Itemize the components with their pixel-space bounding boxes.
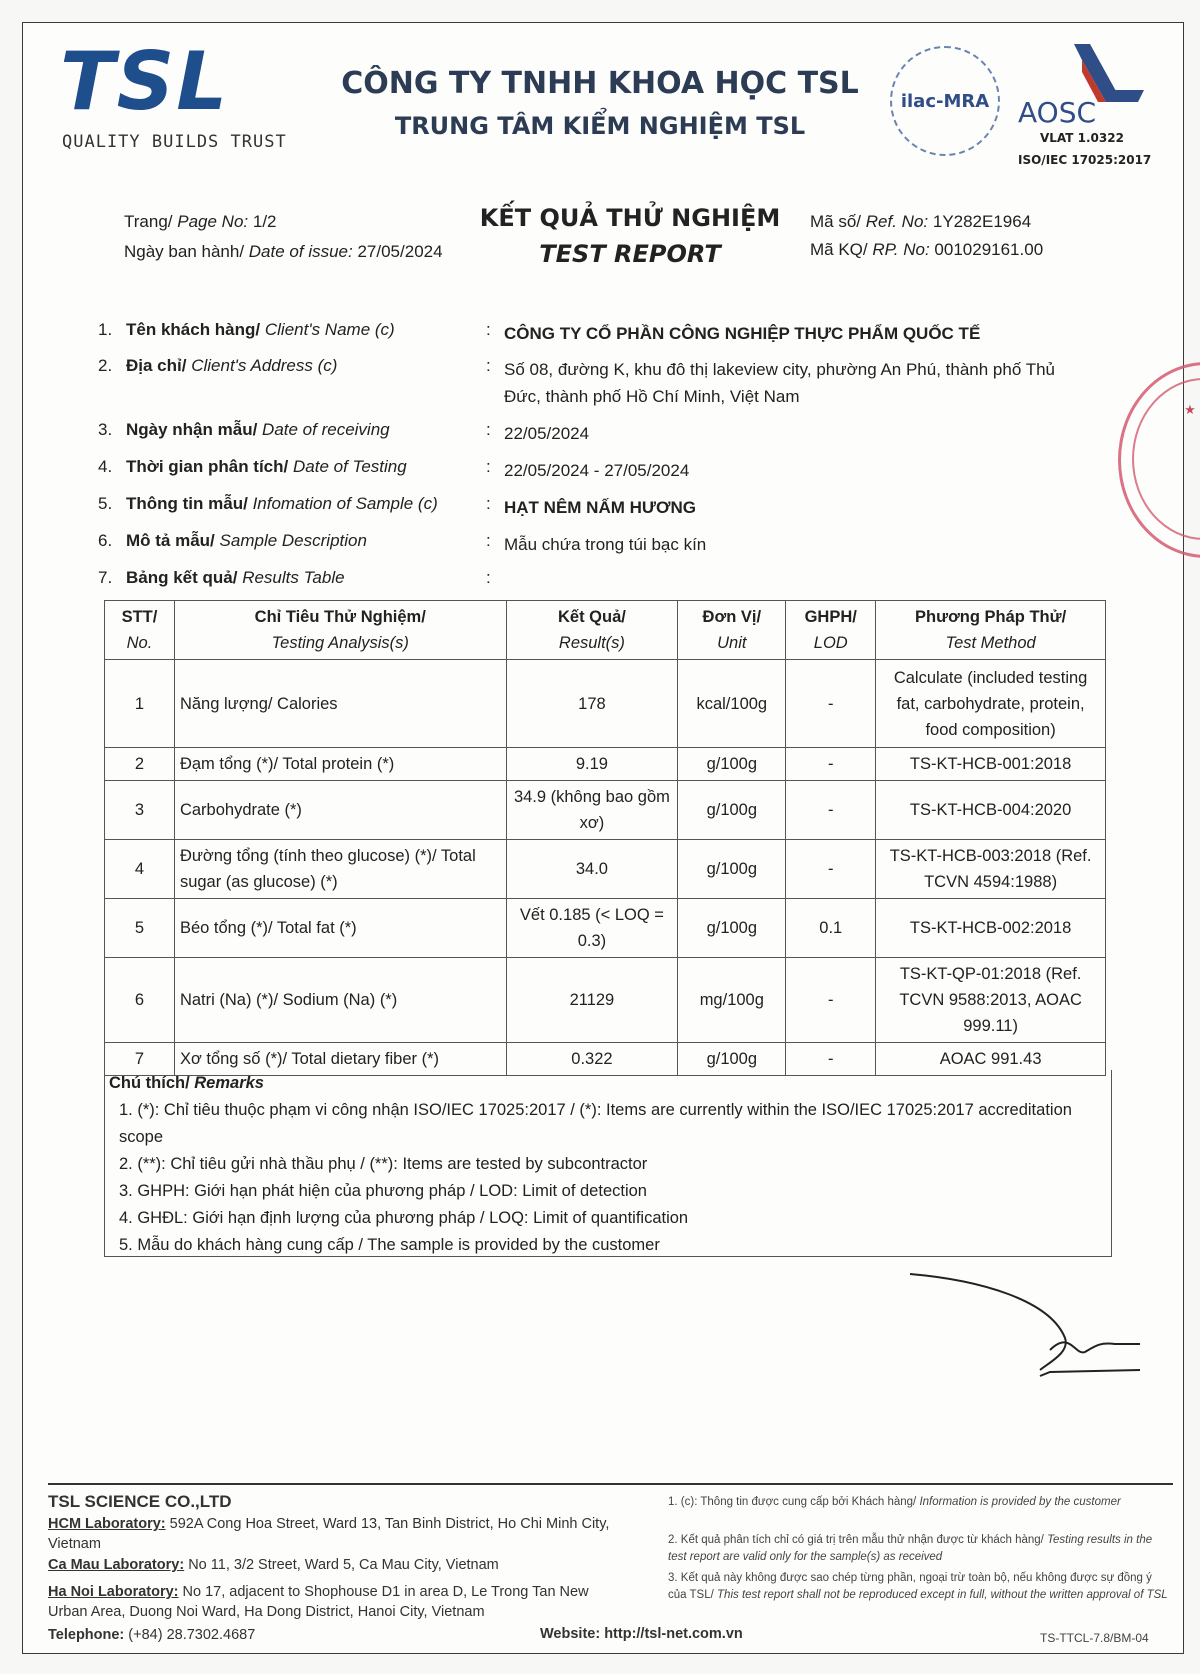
header-lod: GHPH/ LOD (786, 601, 876, 660)
cell-no: 6 (105, 958, 175, 1043)
footer-telephone: Telephone: (+84) 28.7302.4687 (48, 1627, 256, 1643)
footer-note-2: 2. Kết quả phân tích chỉ có giá trị trên mẫu thử nhận được từ khách hàng/ Testing results in the test report are valid only for the sample(s) as received (668, 1534, 1153, 1563)
ref-number (810, 212, 1031, 232)
issue-label-en: Date of issue: (248, 242, 353, 261)
footer-website: Website: http://tsl-net.com.vn (540, 1626, 743, 1642)
cell-result: 178 (506, 660, 678, 748)
cell-analysis: Carbohydrate (*) (174, 781, 506, 840)
rp-value: 001029161.00 (934, 240, 1044, 259)
info-value: 22/05/2024 - 27/05/2024 (504, 461, 690, 480)
remarks-title: Chú thích/ Remarks (109, 1074, 264, 1092)
report-title-vn: KẾT QUẢ THỬ NGHIỆM (479, 204, 781, 232)
cell-lod: - (786, 748, 876, 781)
cell-result: Vết 0.185 (< LOQ = 0.3) (506, 899, 678, 958)
rp-number (810, 240, 1043, 260)
cell-lod: - (786, 958, 876, 1043)
issue-value: 27/05/2024 (357, 242, 443, 261)
remark-item: 3. GHPH: Giới hạn phát hiện của phương pháp / LOD: Limit of detection (119, 1182, 647, 1200)
cell-no: 7 (105, 1043, 175, 1076)
cell-method: TS-KT-QP-01:2018 (Ref. TCVN 9588:2013, AOAC 999.11) (876, 958, 1106, 1043)
cell-result: 34.0 (506, 840, 678, 899)
ilac-logo-text: ilac-MRA (900, 90, 990, 112)
cell-analysis: Năng lượng/ Calories (174, 660, 506, 748)
company-name: CÔNG TY TNHH KHOA HỌC TSL (341, 66, 859, 101)
logo-tagline: QUALITY BUILDS TRUST (62, 132, 287, 152)
table-row (105, 840, 1106, 899)
cell-result: 34.9 (không bao gồm xơ) (506, 781, 678, 840)
cell-method: Calculate (included testing fat, carbohydrate, protein, food composition) (876, 660, 1106, 748)
cell-lod: - (786, 660, 876, 748)
signature (900, 1260, 1160, 1390)
page-label-en: Page No: (177, 212, 249, 231)
header-result: Kết Quả/ Result(s) (506, 601, 678, 660)
page-value: 1/2 (252, 212, 277, 231)
cell-method: TS-KT-HCB-002:2018 (876, 899, 1106, 958)
header-method: Phương Pháp Thử/ Test Method (876, 601, 1106, 660)
info-label: Địa chỉ/ Client's Address (c) (126, 356, 338, 375)
remarks-box (104, 1070, 1112, 1257)
header-no: STT/ No. (105, 601, 175, 660)
cell-analysis: Xơ tổng số (*)/ Total dietary fiber (*) (174, 1043, 506, 1076)
table-row (105, 660, 1106, 748)
tsl-logo: TSL (60, 35, 230, 128)
remark-item: 5. Mẫu do khách hàng cung cấp / The sample is provided by the customer (119, 1236, 660, 1254)
info-num: 3. (98, 420, 113, 439)
ref-label-en: Ref. No: (865, 212, 929, 231)
cell-analysis: Natri (Na) (*)/ Sodium (Na) (*) (174, 958, 506, 1043)
info-value: 22/05/2024 (504, 424, 590, 443)
center-name: TRUNG TÂM KIỂM NGHIỆM TSL (394, 112, 806, 140)
table-row (105, 958, 1106, 1043)
rp-label: Mã KQ/ (810, 240, 868, 259)
results-table (104, 600, 1106, 1076)
info-label: Ngày nhận mẫu/ Date of receiving (126, 420, 390, 439)
cell-no: 1 (105, 660, 175, 748)
ilac-mra-logo (890, 46, 1000, 156)
cell-result: 9.19 (506, 748, 678, 781)
table-header-row (105, 601, 1106, 660)
info-label: Bảng kết quả/ Results Table (126, 568, 345, 587)
cell-unit: g/100g (678, 781, 786, 840)
cell-lod: - (786, 781, 876, 840)
stamp-star-icon: ★ (1184, 403, 1196, 418)
cell-method: TS-KT-HCB-003:2018 (Ref. TCVN 4594:1988) (876, 840, 1106, 899)
footer-hanoi: Ha Noi Laboratory: No 17, adjacent to Shophouse D1 in area D, Le Trong Tan New Urban Area, Duong Noi Ward, Ha Dong District, Hanoi City, Vietnam (48, 1584, 589, 1620)
table-row (105, 748, 1106, 781)
footer-note-3: 3. Kết quả này không được sao chép từng phần, ngoại trừ toàn bộ, nếu không được sự đồng ý của TSL/ This test report shall not be reproduced except in full, without the written approval of TSL (668, 1572, 1168, 1601)
rp-label-en: RP. No: (872, 240, 930, 259)
info-num: 7. (98, 568, 113, 587)
page-label: Trang/ (124, 212, 173, 231)
cell-no: 5 (105, 899, 175, 958)
remark-item: 1. (*): Chỉ tiêu thuộc phạm vi công nhận ISO/IEC 17025:2017 / (*): Items are currently within the ISO/IEC 17025:2017 accreditation scope (119, 1101, 1072, 1146)
info-value: HẠT NÊM NẤM HƯƠNG (504, 498, 696, 517)
footer-divider (48, 1483, 1173, 1485)
cell-unit: g/100g (678, 840, 786, 899)
remark-item: 4. GHĐL: Giới hạn định lượng của phương pháp / LOQ: Limit of quantification (119, 1209, 689, 1227)
cell-unit: g/100g (678, 1043, 786, 1076)
table-row (105, 899, 1106, 958)
cell-analysis: Đạm tổng (*)/ Total protein (*) (174, 748, 506, 781)
aosc-vlat: VLAT 1.0322 (1040, 131, 1124, 145)
remark-item: 2. (**): Chỉ tiêu gửi nhà thầu phụ / (**): Items are tested by subcontractor (119, 1155, 648, 1173)
info-label: Thời gian phân tích/ Date of Testing (126, 457, 407, 476)
info-label: Mô tả mẫu/ Sample Description (126, 531, 367, 550)
info-value: Mẫu chứa trong túi bạc kín (504, 535, 707, 554)
cell-unit: mg/100g (678, 958, 786, 1043)
info-label: Thông tin mẫu/ Infomation of Sample (c) (126, 494, 438, 513)
info-num: 2. (98, 356, 113, 375)
footer-hcm: HCM Laboratory: 592A Cong Hoa Street, Ward 13, Tan Binh District, Ho Chi Minh City, Vietnam (48, 1516, 610, 1552)
ref-label: Mã số/ (810, 212, 862, 231)
footer-note-1: 1. (c): Thông tin được cung cấp bởi Khách hàng/ Information is provided by the customer (668, 1496, 1121, 1508)
footer-company: TSL SCIENCE CO.,LTD (48, 1492, 232, 1511)
issue-date (124, 242, 443, 262)
ref-value: 1Y282E1964 (932, 212, 1032, 231)
info-num: 5. (98, 494, 113, 513)
table-row (105, 781, 1106, 840)
cell-unit: g/100g (678, 899, 786, 958)
cell-result: 21129 (506, 958, 678, 1043)
cell-method: TS-KT-HCB-001:2018 (876, 748, 1106, 781)
aosc-logo-text: AOSC (1018, 96, 1097, 129)
info-value: CÔNG TY CỔ PHẦN CÔNG NGHIỆP THỰC PHẨM QUỐC TẾ (504, 324, 981, 343)
report-title-en: TEST REPORT (539, 240, 721, 268)
cell-no: 2 (105, 748, 175, 781)
cell-analysis: Đường tổng (tính theo glucose) (*)/ Total sugar (as glucose) (*) (174, 840, 506, 899)
footer-form-code: TS-TTCL-7.8/BM-04 (1040, 1631, 1149, 1645)
cell-result: 0.322 (506, 1043, 678, 1076)
cell-unit: g/100g (678, 748, 786, 781)
cell-lod: 0.1 (786, 899, 876, 958)
info-label: Tên khách hàng/ Client's Name (c) (126, 320, 395, 339)
info-num: 6. (98, 531, 113, 550)
footer-camau: Ca Mau Laboratory: No 11, 3/2 Street, Ward 5, Ca Mau City, Vietnam (48, 1557, 499, 1573)
header-analysis: Chỉ Tiêu Thử Nghiệm/ Testing Analysis(s) (174, 601, 506, 660)
info-num: 1. (98, 320, 113, 339)
header-unit: Đơn Vị/ Unit (678, 601, 786, 660)
info-num: 4. (98, 457, 113, 476)
page-number (124, 212, 277, 232)
cell-method: TS-KT-HCB-004:2020 (876, 781, 1106, 840)
cell-lod: - (786, 840, 876, 899)
cell-analysis: Béo tổng (*)/ Total fat (*) (174, 899, 506, 958)
cell-unit: kcal/100g (678, 660, 786, 748)
cell-lod: - (786, 1043, 876, 1076)
issue-label: Ngày ban hành/ (124, 242, 245, 261)
aosc-iso: ISO/IEC 17025:2017 (1018, 153, 1152, 167)
info-value: Số 08, đường K, khu đô thị lakeview city, phường An Phú, thành phố Thủ Đức, thành phố Hồ Chí Minh, Việt Nam (504, 360, 1055, 406)
cell-no: 3 (105, 781, 175, 840)
cell-method: AOAC 991.43 (876, 1043, 1106, 1076)
cell-no: 4 (105, 840, 175, 899)
